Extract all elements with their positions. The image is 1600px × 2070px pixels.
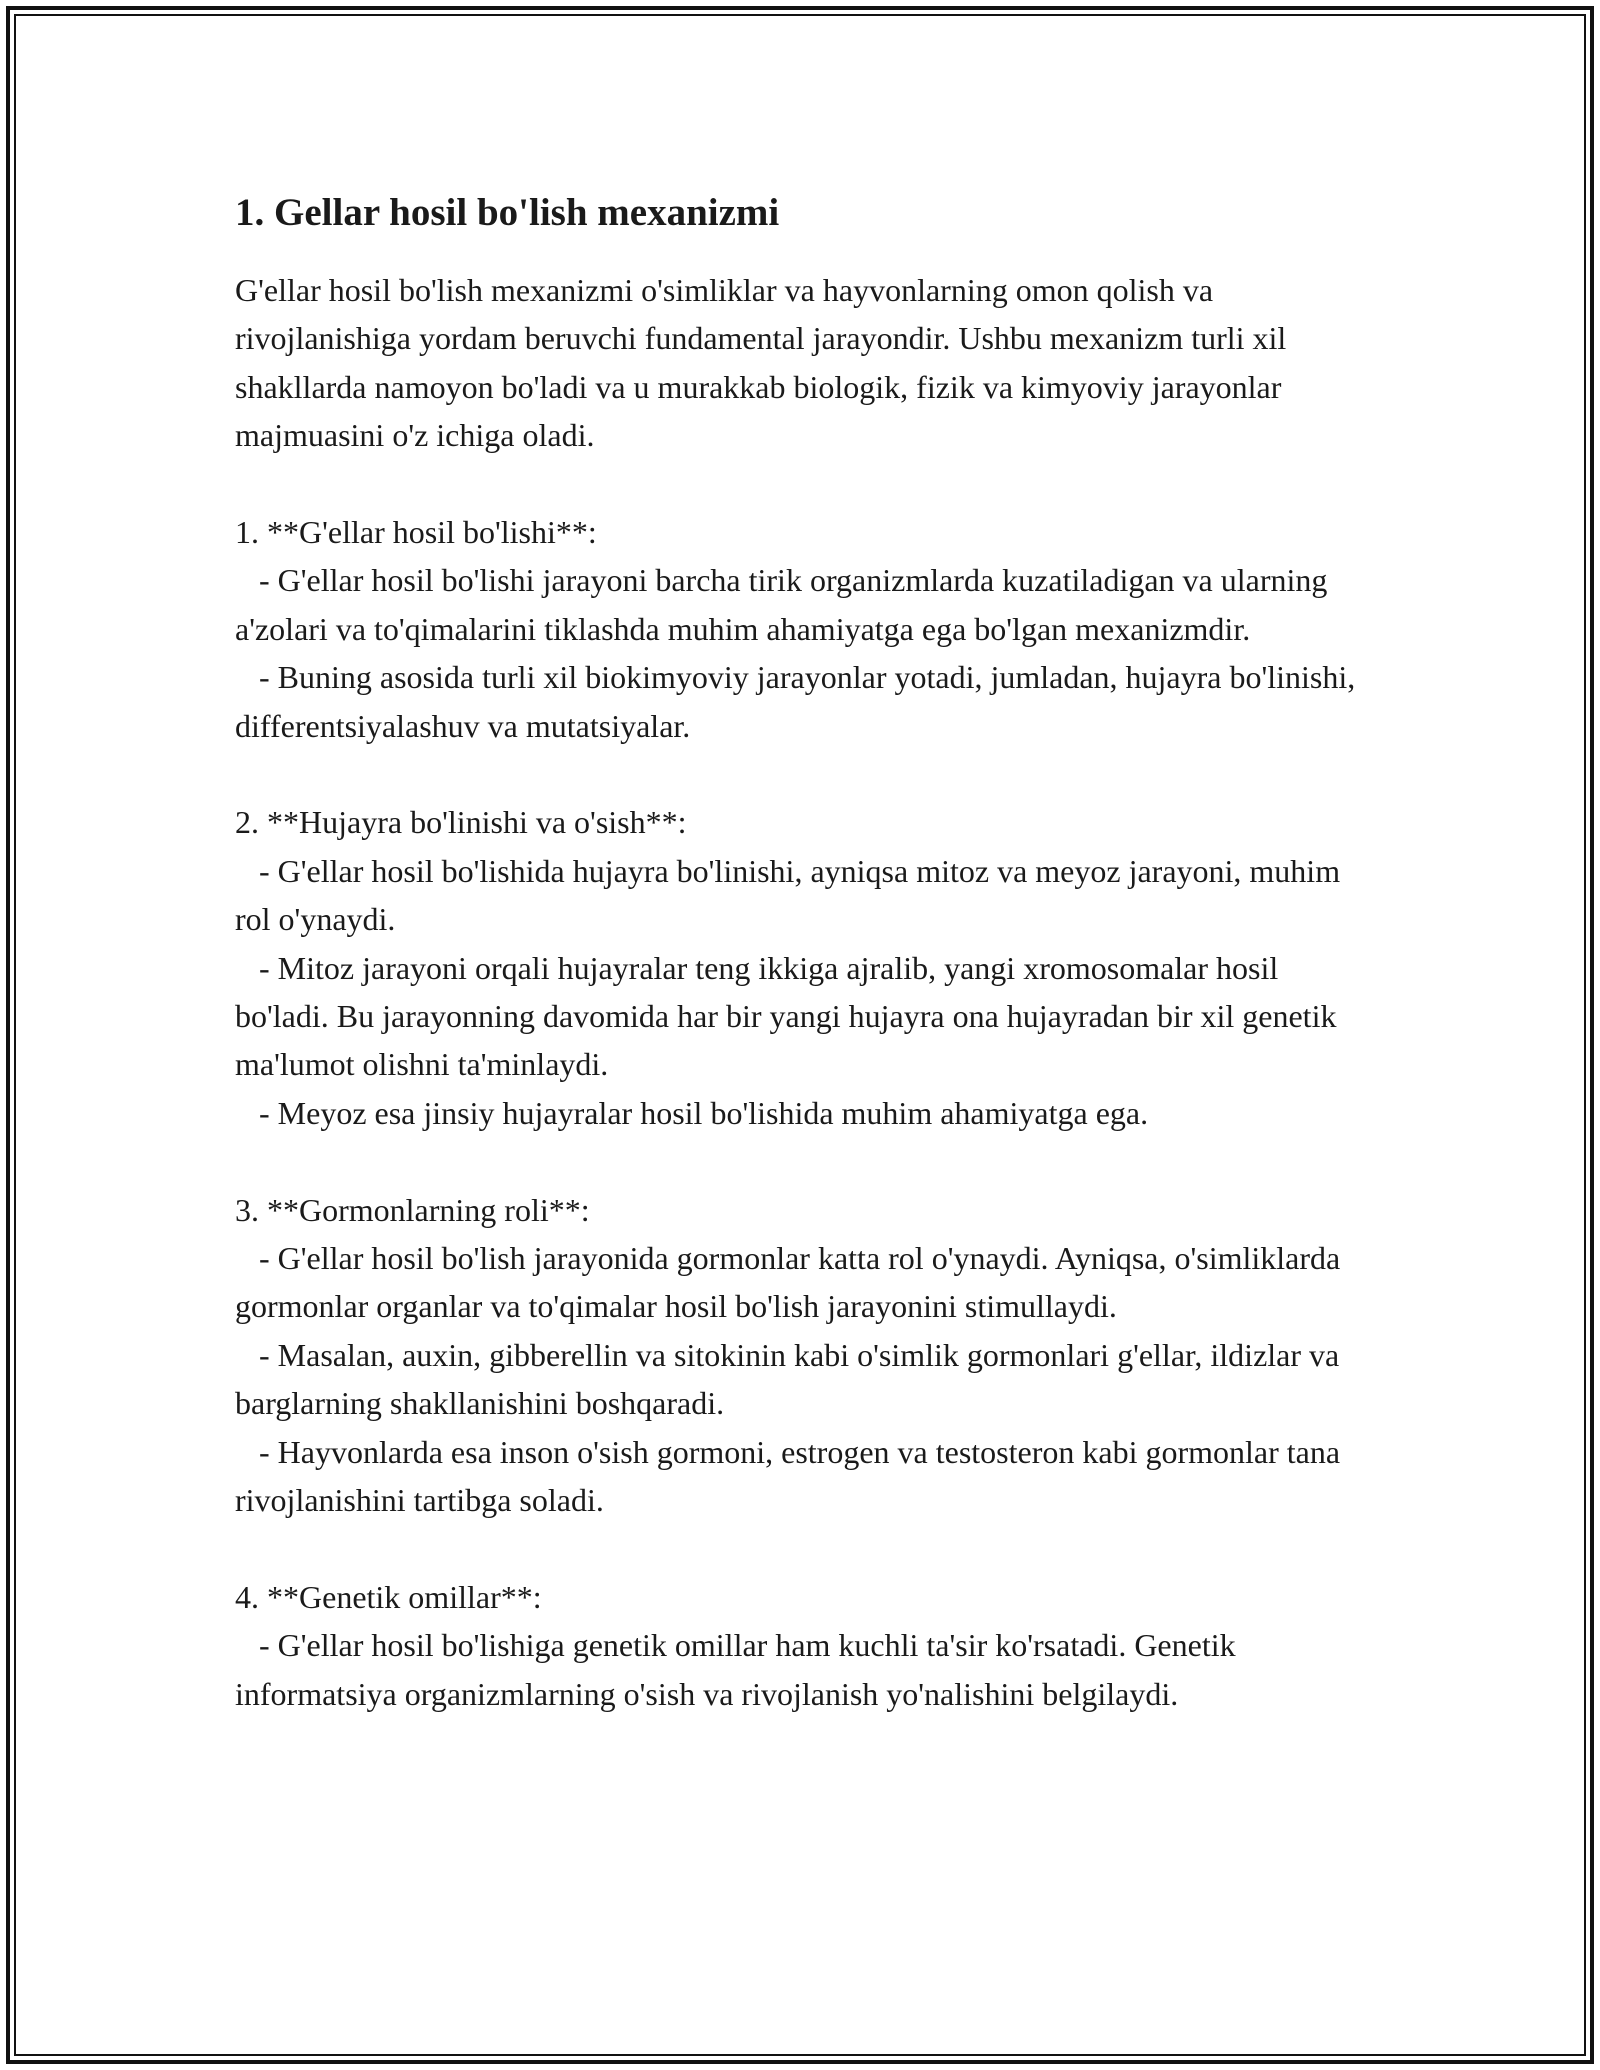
section-item: - Masalan, auxin, gibberellin va sitokinin kabi o'simlik gormonlari g'ellar, ildizlar va barglarning shakllanishini boshqaradi.	[235, 1336, 1348, 1422]
section-item: - Buning asosida turli xil biokimyoviy jarayonlar yotadi, jumladan, hujayra bo'linishi, differentsiyalashuv va mutatsiyalar.	[235, 659, 1364, 744]
section-item: - G'ellar hosil bo'lishi jarayoni barcha tirik organizmlarda kuzatiladigan va ularning a'zolari va to'qimalarini tiklashda muhim ahamiyatga ega bo'lgan mexanizmdir.	[235, 562, 1336, 647]
intro-paragraph: G'ellar hosil bo'lish mexanizmi o'simliklar va hayvonlarning omon qolish va rivojlanishiga yordam beruvchi fundamental jarayondir. Ushbu mexanizm turli xil shakllarda namoyon bo'ladi va u murakkab biologik, fizik va kimyoviy jarayonlar majmuasini o'z ichiga oladi.	[235, 272, 1295, 454]
paragraph-spacer	[235, 460, 1375, 508]
document-title: 1. Gellar hosil bo'lish mexanizmi	[235, 191, 780, 234]
document-body	[235, 185, 1375, 1718]
section-2	[235, 798, 1375, 1137]
paragraph-spacer	[235, 1137, 1375, 1185]
section-heading: 4. **Genetik omillar**:	[235, 1578, 542, 1615]
section-item: - Mitoz jarayoni orqali hujayralar teng ikkiga ajralib, yangi xromosomalar hosil bo'ladi. Bu jarayonning davomida har bir yangi hujayra ona hujayradan bir xil genetik ma'lumot olishni ta'minlaydi.	[235, 949, 1345, 1083]
section-item: - Meyoz esa jinsiy hujayralar hosil bo'lishida muhim ahamiyatga ega.	[235, 1094, 1149, 1131]
section-item: - G'ellar hosil bo'lishiga genetik omillar ham kuchli ta'sir ko'rsatadi. Genetik informatsiya organizmlarning o'sish va rivojlanish yo'nalishini belgilaydi.	[235, 1627, 1244, 1712]
section-4	[235, 1573, 1375, 1718]
section-heading: 2. **Hujayra bo'linishi va o'sish**:	[235, 804, 687, 841]
section-item: - G'ellar hosil bo'lishida hujayra bo'linishi, ayniqsa mitoz va meyoz jarayoni, muhim rol o'ynaydi.	[235, 852, 1349, 938]
paragraph-spacer	[235, 1525, 1375, 1573]
section-item: - G'ellar hosil bo'lish jarayonida gormonlar katta rol o'ynaydi. Ayniqsa, o'simliklarda gormonlar organlar va to'qimalar hosil bo'lish jarayonini stimullaydi.	[235, 1240, 1349, 1325]
section-1	[235, 508, 1375, 750]
section-heading: 3. **Gormonlarning roli**:	[235, 1191, 590, 1228]
section-heading: 1. **G'ellar hosil bo'lishi**:	[235, 514, 597, 551]
paragraph-spacer	[235, 750, 1375, 798]
section-item: - Hayvonlarda esa inson o'sish gormoni, estrogen va testosteron kabi gormonlar tana rivojlanishini tartibga soladi.	[235, 1433, 1349, 1519]
section-3	[235, 1186, 1375, 1525]
